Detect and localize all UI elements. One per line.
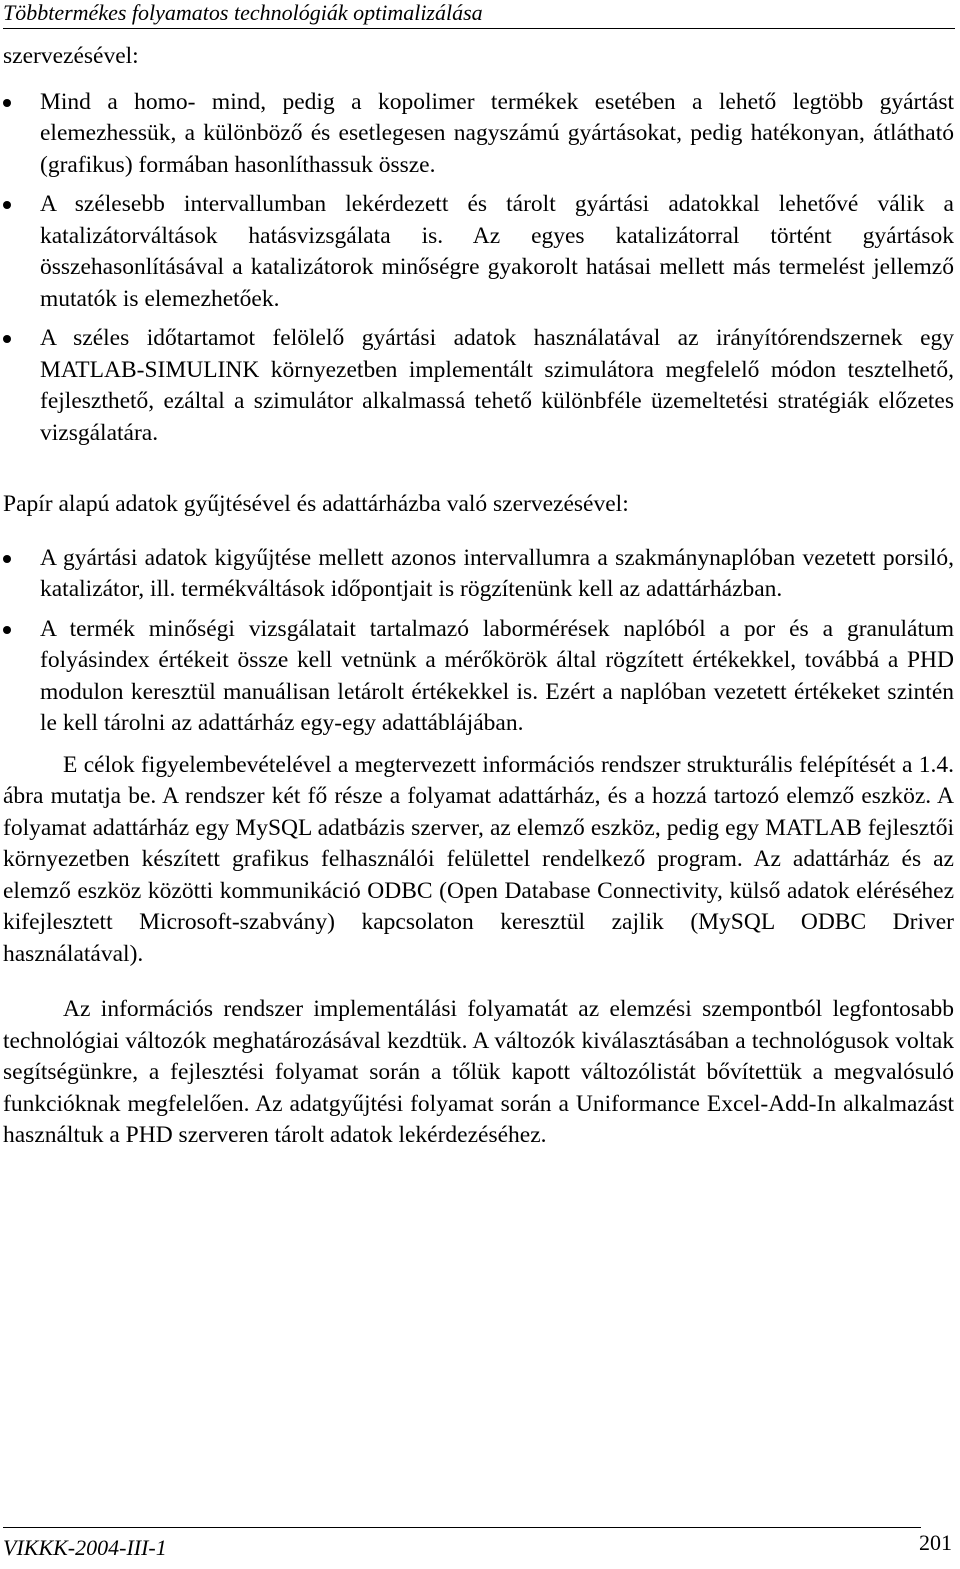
bullet-icon bbox=[3, 626, 11, 634]
intro-lead: szervezésével: bbox=[3, 43, 139, 69]
footer-divider bbox=[3, 1527, 921, 1528]
body-paragraph: E célok figyelembevételével a megtervezett információs rendszer strukturális felépítését a 1.4. ábra mutatja be. A rendszer két fő része a folyamat adattárház, és a hozzá tartozó elemző eszköz. A folyamat adattárház egy MySQL adatbázis szerver, az elemző eszköz, pedig egy MATLAB fejlesztői környezetben készített grafikus felhasználói felülettel rendelkező program. Az adattárház és az elemző eszköz közötti kommunikáció ODBC (Open Database Connectivity, külső adatok eléréséhez kifejlesztett Microsoft-szabvány) kapcsolaton keresztül zajlik (MySQL ODBC Driver használatával). bbox=[3, 751, 954, 967]
bullet-icon bbox=[3, 99, 11, 107]
body-paragraph: Az információs rendszer implementálási folyamatát az elemzési szempontból legfontosabb technológiai változók meghatározásával kezdtük. A változók kiválasztásában a technológusok voltak segítségünkre, a fejlesztési folyamat során a tőlük kapott változólistát bővítettük a megvalósuló funkcióknak megfelelően. Az adatgyűjtési folyamat során a Uniformance Excel-Add-In alkalmazást használtuk a PHD szerveren tárolt adatok lekérdezéséhez. bbox=[3, 996, 954, 1148]
list-item-text: A gyártási adatok kigyűjtése mellett azonos intervallumra a szakmánynaplóban vezetett porsiló, katalizátor, ill. termékváltások időpontjait is rögzítenünk kell az adattárházban. bbox=[40, 544, 954, 602]
list-item bbox=[3, 189, 954, 315]
list-item-text: A széles időtartamot felölelő gyártási adatok használatával az irányítórendszernek egy MATLAB-SIMULINK környezetben implementált szimulátora megfelelő módon tesztelhető, fejleszthető, ezáltal a szimulátor alkalmassá tehető különbféle üzemeltetési stratégiák előzetes vizsgálatára. bbox=[40, 325, 954, 446]
list-item bbox=[3, 323, 954, 449]
list-item-text: A szélesebb intervallumban lekérdezett és tárolt gyártási adatokkal lehetővé válik a katalizátorváltások hatásvizsgálata is. Az egyes katalizátorral történt gyártások összehasonlításával a katalizátorok minőségre gyakorolt hatásai mellett más termelést jellemző mutatók is elemezhetőek. bbox=[40, 191, 954, 312]
bullet-icon bbox=[3, 335, 11, 343]
list-item bbox=[3, 614, 954, 740]
page-number: 201 bbox=[919, 1530, 952, 1555]
page-content bbox=[3, 41, 954, 1152]
intro-bullet-list bbox=[3, 87, 954, 450]
section2-bullet-list bbox=[3, 543, 954, 740]
list-item-text: Mind a homo- mind, pedig a kopolimer termékek esetében a lehető legtöbb gyártást elemezhessük, a különböző és esetlegesen nagyszámú gyártásokat, pedig hatékonyan, átlátható (grafikus) formában hasonlíthassuk össze. bbox=[40, 88, 954, 178]
bullet-icon bbox=[3, 201, 11, 209]
bullet-icon bbox=[3, 555, 11, 563]
footer-document-id: VIKKK-2004-III-1 bbox=[3, 1535, 167, 1560]
list-item bbox=[3, 87, 954, 182]
list-item bbox=[3, 543, 954, 606]
list-item-text: A termék minőségi vizsgálatait tartalmazó labormérések naplóból a por és a granulátum folyásindex értékeit össze kell vetnünk a mérőkörök által rögzített értékekkel, továbbá a PHD modulon keresztül manuálisan letárolt értékekkel is. Ezért a naplóban vezetett értékeket szintén le kell tárolni az adattárház egy-egy adattáblájában. bbox=[40, 615, 954, 736]
running-header: Többtermékes folyamatos technológiák optimalizálása bbox=[3, 0, 955, 29]
section-heading: Papír alapú adatok gyűjtésével és adattárházba való szervezésével: bbox=[3, 491, 629, 517]
